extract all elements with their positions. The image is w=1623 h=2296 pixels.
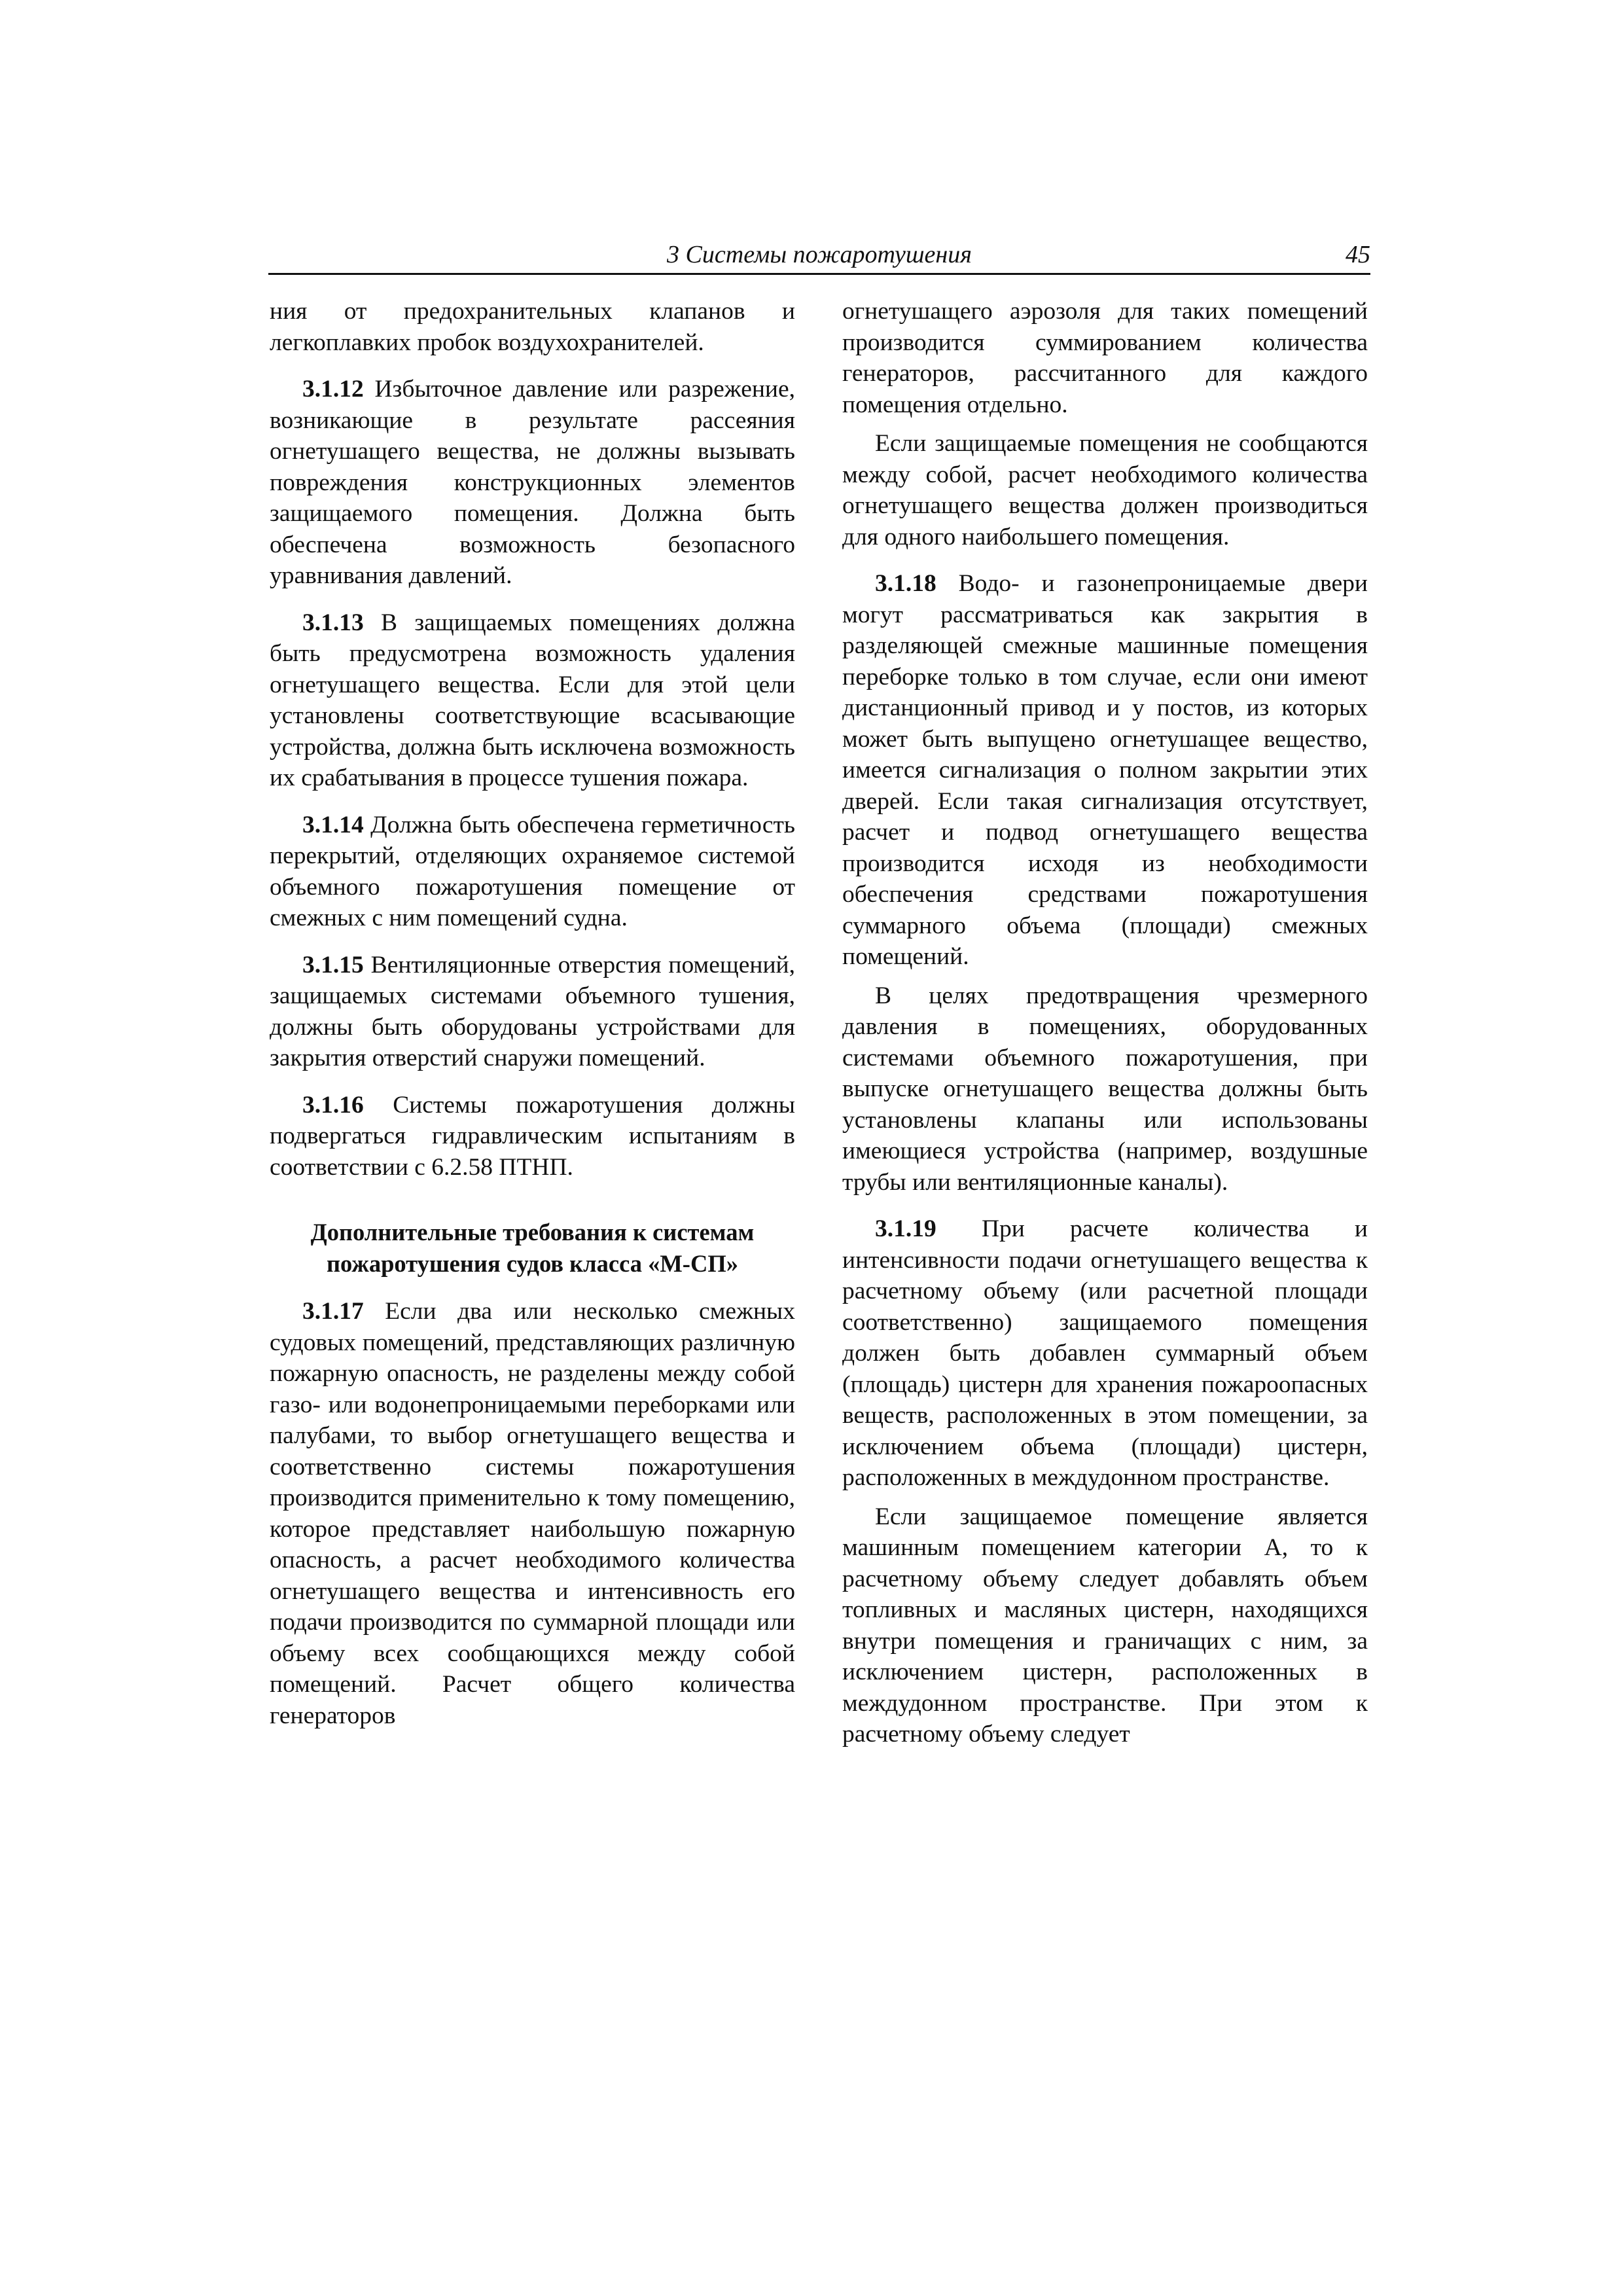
- section-subheading: Дополнительные требования к системам пожаротушения судов класса «М-СП»: [310, 1219, 755, 1277]
- paragraph-continuation: ния от предохранительных клапанов и легкоплавких пробок воздухохранителей.: [270, 298, 795, 356]
- paragraph: В целях предотвращения чрезмерного давления в помещениях, оборудованных системами объемного пожаротушения, при выпуске огнетушащего вещества должны быть установлены клапаны или использованы имеющиеся устройства (например, воздушные трубы или вентиляционные каналы).: [842, 982, 1368, 1196]
- clause-text: При расчете количества и интенсивности подачи огнетушащего вещества к расчетному объему (или расчетной площади соответственно) защищаемого помещения должен быть добавлен суммарный объем (площадь) цистерн для хранения пожароопасных веществ, расположенных в этом помещении, за исключением объема (площади) цистерн, расположенных в междудонном пространстве.: [842, 1215, 1368, 1491]
- clause-3-1-12: [270, 374, 795, 592]
- paragraph-continuation: огнетушащего аэрозоля для таких помещений производится суммированием количества генераторов, рассчитанного для каждого помещения отдельно.: [842, 298, 1368, 418]
- clause-3-1-16: [270, 1090, 795, 1183]
- left-column: [270, 296, 795, 1731]
- clause-3-1-18: [842, 568, 1368, 973]
- running-header: [268, 239, 1370, 275]
- right-column: [842, 296, 1368, 1750]
- page-number: 45: [1346, 241, 1370, 268]
- clause-3-1-17: [270, 1296, 795, 1731]
- clause-number: 3.1.13: [302, 609, 364, 636]
- clause-text: Если два или несколько смежных судовых помещений, представляющих различную пожарную опасность, не разделены между собой газо- или водонепроницаемыми переборками или палубами, то выбор огнетушащего вещества и соответственно системы пожаротушения производится применительно к тому помещению, которое представляет наибольшую пожарную опасность, а расчет необходимого количества огнетушащего вещества и интенсивность его подачи производится по суммарной площади или объему всех сообщающихся между собой помещений. Расчет общего количества генераторов: [270, 1298, 795, 1729]
- clause-number: 3.1.15: [302, 951, 364, 978]
- clause-number: 3.1.19: [875, 1215, 936, 1242]
- paragraph: Если защищаемые помещения не сообщаются между собой, расчет необходимого количества огнетушащего вещества должен производиться для одного наибольшего помещения.: [842, 430, 1368, 550]
- running-header-title: 3 Системы пожаротушения: [667, 241, 972, 268]
- paragraph: Если защищаемое помещение является машинным помещением категории А, то к расчетному объему следует добавлять объем топливных и масляных цистерн, находящихся внутри помещения и граничащих с ним, за исключением цистерн, расположенных в междудонном пространстве. При этом к расчетному объему следует: [842, 1503, 1368, 1748]
- clause-number: 3.1.16: [302, 1091, 364, 1119]
- clause-3-1-15: [270, 950, 795, 1074]
- clause-number: 3.1.12: [302, 376, 364, 403]
- clause-3-1-14: [270, 810, 795, 934]
- clause-number: 3.1.18: [875, 570, 936, 597]
- clause-number: 3.1.14: [302, 811, 364, 838]
- clause-3-1-19: [842, 1213, 1368, 1494]
- clause-3-1-13: [270, 607, 795, 794]
- clause-number: 3.1.17: [302, 1298, 364, 1325]
- clause-text: В защищаемых помещениях должна быть предусмотрена возможность удаления огнетушащего вещества. Если для этой цели установлены соответствующие всасывающие устройства, должна быть исключена возможность их срабатывания в процессе тушения пожара.: [270, 609, 795, 791]
- clause-text: Должна быть обеспечена герметичность перекрытий, отделяющих охраняемое системой объемного пожаротушения помещение от смежных с ним помещений судна.: [270, 811, 795, 931]
- clause-text: Вентиляционные отверстия помещений, защищаемых системами объемного тушения, должны быть оборудованы устройствами для закрытия отверстий снаружи помещений.: [270, 951, 795, 1071]
- clause-text: Избыточное давление или разрежение, возникающие в результате рассеяния огнетушащего вещества, не должны вызывать повреждения конструкционных элементов защищаемого помещения. Должна быть обеспечена возможность безопасного уравнивания давлений.: [270, 376, 795, 589]
- clause-text: Системы пожаротушения должны подвергаться гидравлическим испытаниям в соответствии с 6.2.58 ПТНП.: [270, 1091, 795, 1181]
- clause-text: Водо- и газонепроницаемые двери могут рассматриваться как закрытия в разделяющей смежные машинные помещения переборке только в том случае, если они имеют дистанционный привод и у постов, из которых может быть выпущено огнетушащее вещество, имеется сигнализация о полном закрытии этих дверей. Если такая сигнализация отсутствует, расчет и подвод огнетушащего вещества производится исходя из необходимости обеспечения средствами пожаротушения суммарного объема (площади) смежных помещений.: [842, 570, 1368, 970]
